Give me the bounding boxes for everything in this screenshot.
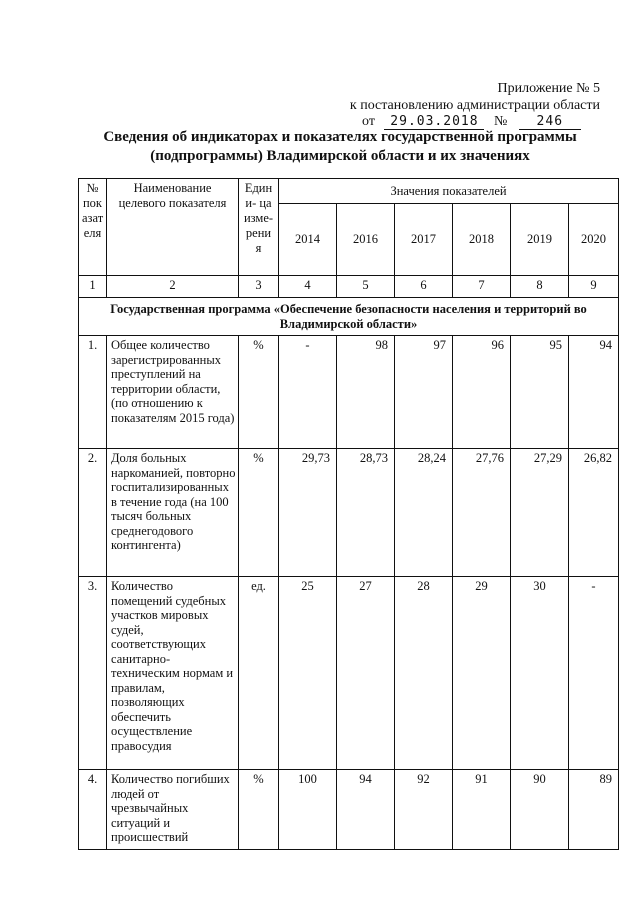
column-number: 8 — [511, 276, 569, 298]
table-row — [79, 770, 619, 850]
table-row — [79, 449, 619, 577]
value-cell: 29 — [453, 577, 511, 770]
decree-date: 29.03.2018 — [384, 114, 484, 130]
value-cell: 96 — [453, 336, 511, 449]
value-cell: - — [279, 336, 337, 449]
value-cell: 89 — [569, 770, 619, 850]
column-number: 9 — [569, 276, 619, 298]
column-number: 2 — [107, 276, 239, 298]
table-row — [79, 577, 619, 770]
column-number-row — [79, 276, 619, 298]
appendix-title: Приложение № 5 — [497, 81, 600, 96]
value-cell: - — [569, 577, 619, 770]
header-row — [79, 179, 619, 204]
unit-cell: % — [239, 449, 279, 577]
value-cell: 30 — [511, 577, 569, 770]
value-cell: 90 — [511, 770, 569, 850]
unit-cell: % — [239, 336, 279, 449]
year-header: 2020 — [569, 204, 619, 276]
row-number: 2. — [79, 449, 107, 577]
indicator-name: Доля больных наркоманией, повторно госпитализированных в течение года (на 100 тысяч больных среднегодового контингента) — [107, 449, 239, 577]
indicator-name: Количество помещений судебных участков мировых судей, соответствующих санитарно-техническим нормам и правилам, позволяющих обеспечить осуществление правосудия — [107, 577, 239, 770]
value-cell: 94 — [569, 336, 619, 449]
table-row — [79, 336, 619, 449]
value-cell: 28 — [395, 577, 453, 770]
header-name: Наименование целевого показателя — [107, 179, 239, 276]
header-values: Значения показателей — [279, 179, 619, 204]
value-cell: 91 — [453, 770, 511, 850]
year-header: 2019 — [511, 204, 569, 276]
year-header: 2017 — [395, 204, 453, 276]
value-cell: 100 — [279, 770, 337, 850]
title-line-2: (подпрограммы) Владимирской области и их значениях — [150, 148, 530, 164]
year-header: 2016 — [337, 204, 395, 276]
value-cell: 28,73 — [337, 449, 395, 577]
unit-cell: % — [239, 770, 279, 850]
decree-number: 246 — [519, 114, 581, 130]
date-prefix: от — [362, 114, 375, 129]
column-number: 5 — [337, 276, 395, 298]
row-number: 3. — [79, 577, 107, 770]
column-number: 1 — [79, 276, 107, 298]
value-cell: 94 — [337, 770, 395, 850]
column-number: 3 — [239, 276, 279, 298]
row-number: 1. — [79, 336, 107, 449]
value-cell: 26,82 — [569, 449, 619, 577]
value-cell: 95 — [511, 336, 569, 449]
value-cell: 98 — [337, 336, 395, 449]
header-unit: Един и- ца изме- рени я — [239, 179, 279, 276]
column-number: 4 — [279, 276, 337, 298]
value-cell: 27,29 — [511, 449, 569, 577]
appendix-subtitle: к постановлению администрации области — [349, 98, 600, 113]
value-cell: 27 — [337, 577, 395, 770]
year-header: 2014 — [279, 204, 337, 276]
value-cell: 27,76 — [453, 449, 511, 577]
row-number: 4. — [79, 770, 107, 850]
indicator-name: Количество погибших людей от чрезвычайных ситуаций и происшествий — [107, 770, 239, 850]
header-num: № пок азат еля — [79, 179, 107, 276]
value-cell: 92 — [395, 770, 453, 850]
value-cell: 97 — [395, 336, 453, 449]
appendix-header — [330, 80, 600, 114]
section-title: Государственная программа «Обеспечение безопасности населения и территорий во Владимирской области» — [79, 298, 619, 336]
section-row — [79, 298, 619, 336]
title-line-1: Сведения об индикаторах и показателях государственной программы — [103, 129, 577, 145]
value-cell: 28,24 — [395, 449, 453, 577]
column-number: 7 — [453, 276, 511, 298]
indicator-name: Общее количество зарегистрированных преступлений на территории области, (по отношению к показателям 2015 года) — [107, 336, 239, 449]
number-sign: № — [493, 114, 508, 129]
value-cell: 29,73 — [279, 449, 337, 577]
column-number: 6 — [395, 276, 453, 298]
indicators-table — [78, 178, 619, 850]
year-header: 2018 — [453, 204, 511, 276]
value-cell: 25 — [279, 577, 337, 770]
document-title — [60, 128, 620, 166]
unit-cell: ед. — [239, 577, 279, 770]
